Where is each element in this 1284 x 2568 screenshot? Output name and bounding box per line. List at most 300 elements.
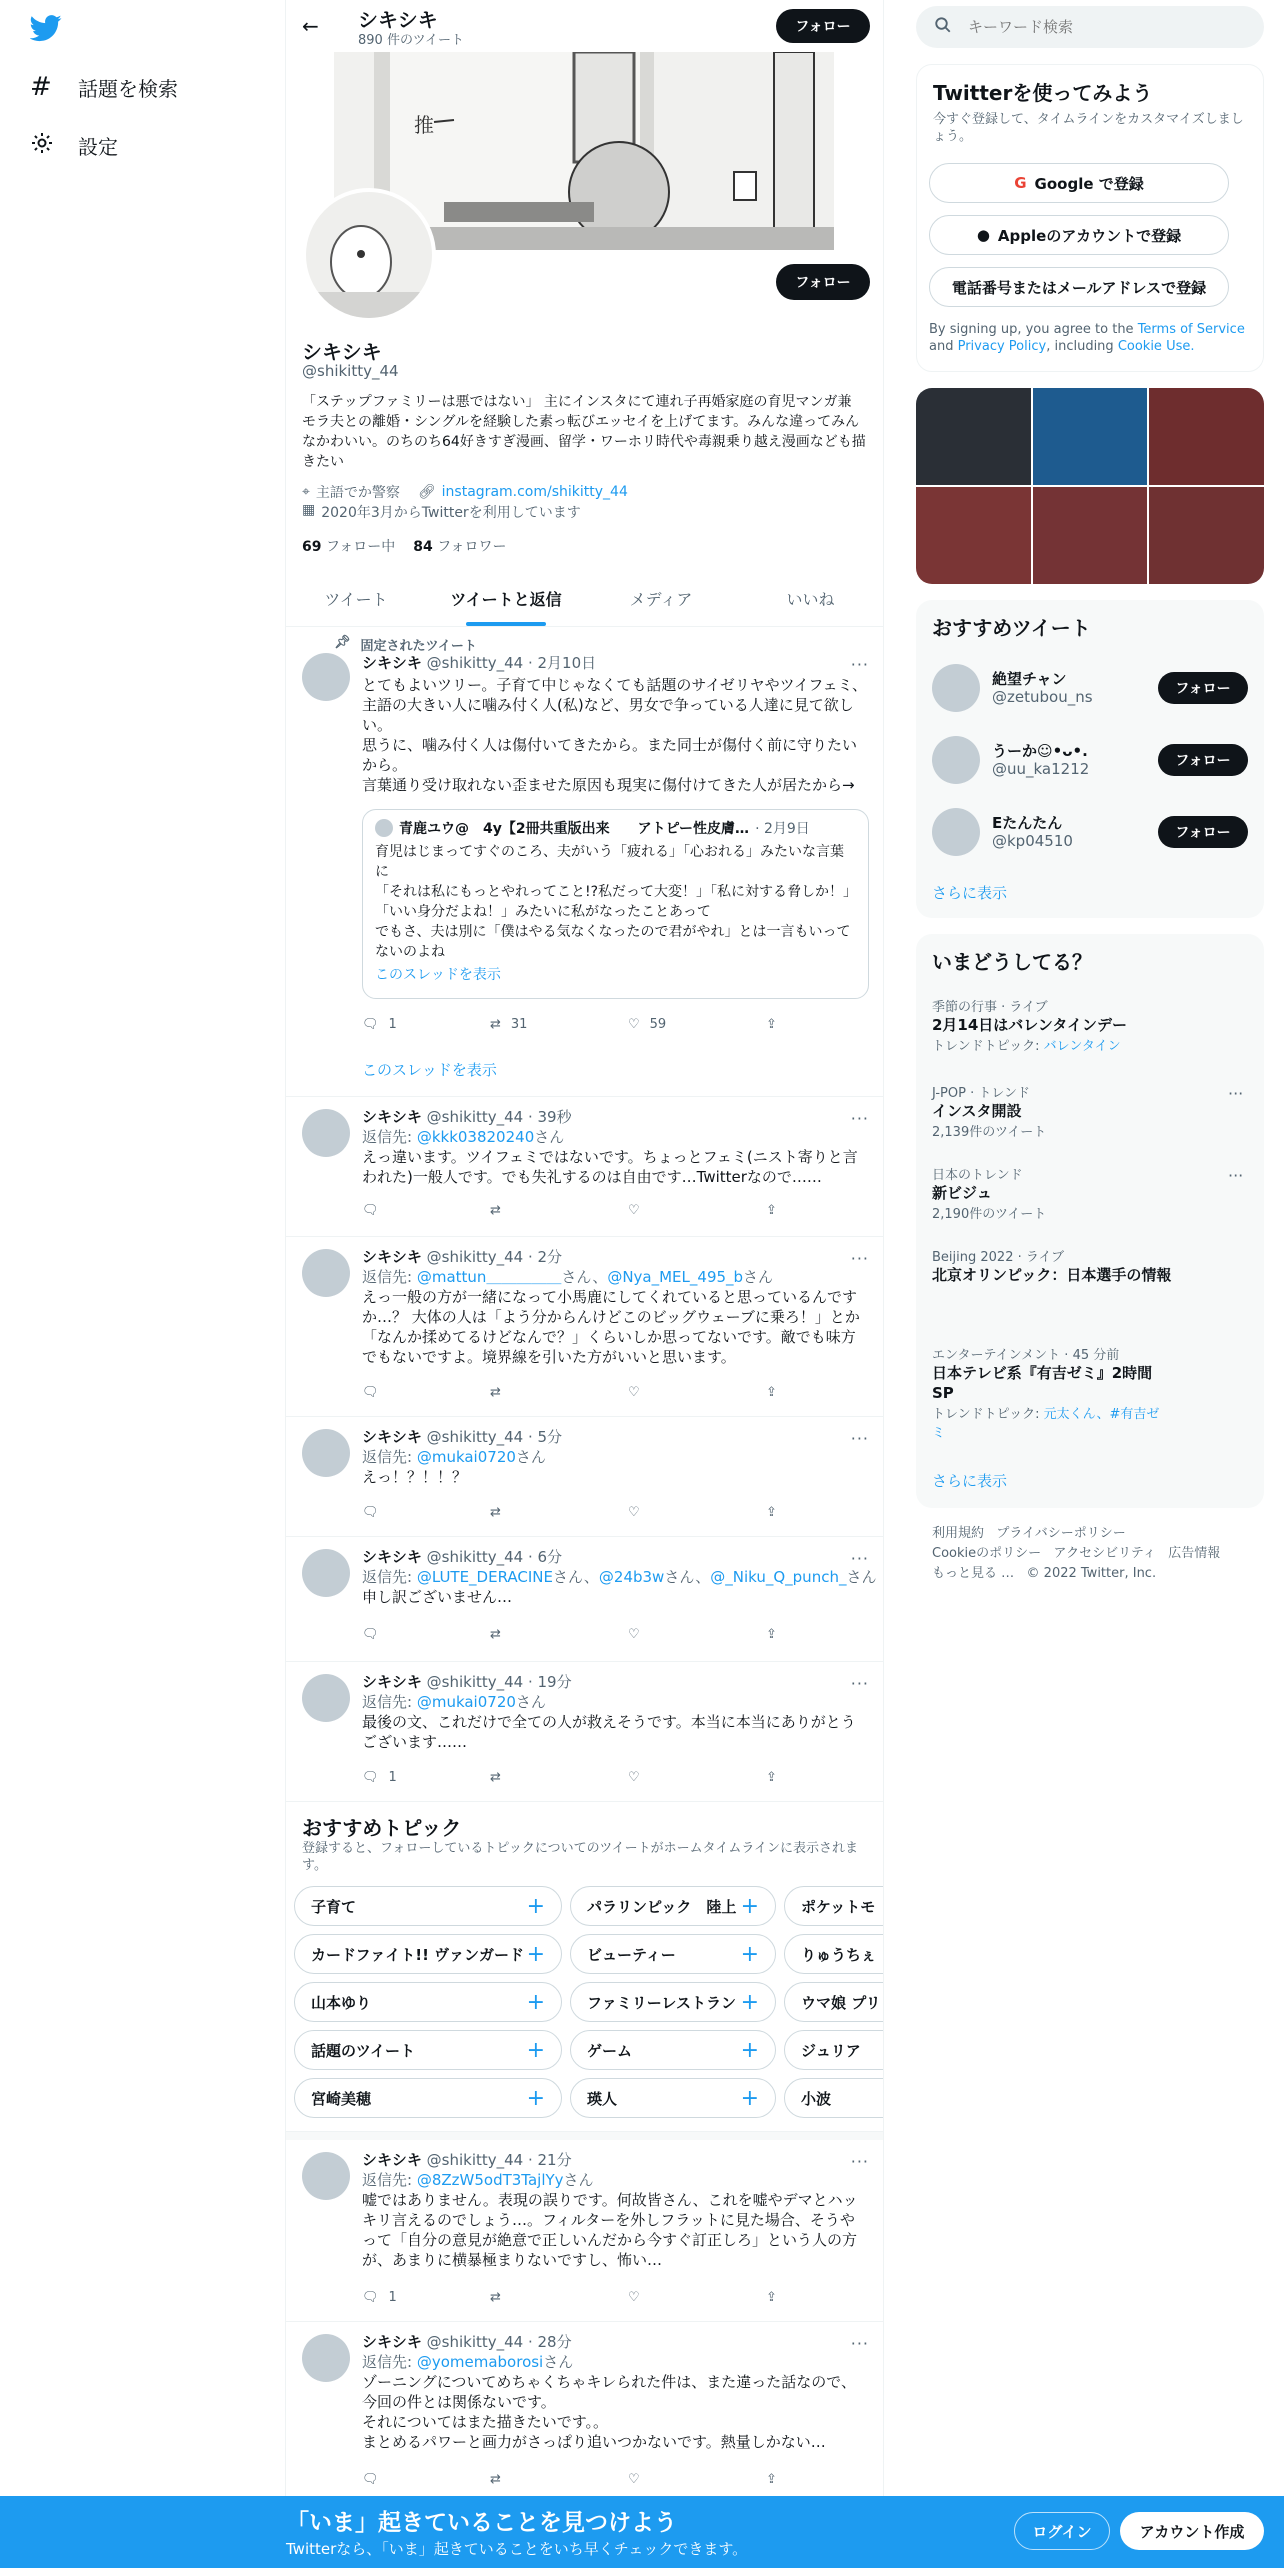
avatar[interactable] bbox=[932, 736, 980, 784]
header-follow-button[interactable]: フォロー bbox=[776, 9, 870, 43]
reply-context bbox=[362, 1267, 869, 1287]
tweet-meta: @shikitty_44 · 5分 bbox=[426, 1428, 563, 1446]
legal-prefix: By signing up, you agree to the bbox=[929, 322, 1138, 337]
reply-context bbox=[362, 2352, 869, 2372]
profile-handle: @shikitty_44 bbox=[302, 362, 399, 380]
apple-signup-label: Appleのアカウントで登録 bbox=[997, 226, 1182, 245]
reply-to-link[interactable]: @mukai0720 bbox=[416, 1693, 516, 1711]
avatar[interactable] bbox=[302, 2152, 350, 2200]
topic-chip[interactable] bbox=[784, 2078, 884, 2118]
trend-name: 2月14日はバレンタインデー bbox=[932, 1016, 1128, 1034]
more-icon[interactable]: ··· bbox=[850, 1429, 869, 1448]
plus-icon[interactable]: + bbox=[526, 1989, 545, 2015]
google-signup-label: Google で登録 bbox=[1034, 174, 1144, 193]
reply-count: 1 bbox=[388, 2290, 397, 2305]
pinned-label-row bbox=[334, 635, 477, 654]
reply-icon: 🗨︎ bbox=[362, 1385, 379, 1400]
retweet-action[interactable] bbox=[490, 1770, 501, 1785]
reply-action[interactable] bbox=[362, 1770, 397, 1785]
topic-label: 話題のツイート bbox=[311, 2041, 415, 2060]
trends-card bbox=[916, 934, 1264, 1508]
tab-tweets[interactable]: ツイート bbox=[324, 589, 388, 609]
tweet-text: ゾーニングについてめちゃくちゃキレられた件は、また違った話なので、今回の件とは関係ないです。 それについてはまた描きたいです。。 まとめるパワーと画力がさっぱり追いつかないです。熱量しかない… bbox=[362, 2373, 856, 2451]
tweet-author[interactable] bbox=[362, 1427, 869, 1447]
plus-icon[interactable]: + bbox=[526, 2037, 545, 2063]
reply-count: 1 bbox=[388, 1017, 397, 1032]
reply-action[interactable] bbox=[362, 1203, 379, 1218]
avatar[interactable] bbox=[302, 1429, 350, 1477]
profile-follow-button[interactable]: フォロー bbox=[776, 264, 870, 300]
tweet-body bbox=[362, 2332, 869, 2452]
reply-action[interactable] bbox=[362, 1505, 379, 1520]
tweet-meta: @shikitty_44 · 28分 bbox=[426, 2333, 572, 2351]
tweet[interactable] bbox=[286, 1097, 884, 1237]
tab-tweets-and-replies-label: ツイートと返信 bbox=[450, 589, 562, 609]
privacy-link[interactable]: Privacy Policy bbox=[957, 339, 1047, 354]
following-stat[interactable] bbox=[302, 536, 395, 556]
hashtag-icon: # bbox=[30, 72, 52, 102]
share-action[interactable] bbox=[766, 1203, 777, 1218]
trend-sub-prefix: トレンドトピック: bbox=[932, 1407, 1044, 1422]
trends-title: いまどうしてる？ bbox=[932, 950, 1092, 974]
reply-suffix: さん、 bbox=[664, 1568, 711, 1586]
retweet-action[interactable] bbox=[490, 1203, 501, 1218]
tweet-body bbox=[362, 1672, 869, 1752]
header-name: シキシキ bbox=[358, 8, 438, 32]
topic-label: ポケットモ bbox=[801, 1897, 876, 1916]
more-icon[interactable]: ··· bbox=[850, 1674, 869, 1693]
tweet-actions bbox=[362, 2290, 782, 2310]
trend-sub-link[interactable]: バレンタイン bbox=[1043, 1039, 1121, 1054]
cookie-link[interactable]: Cookie Use. bbox=[1117, 339, 1195, 354]
tab-tweets-and-replies[interactable] bbox=[426, 570, 586, 626]
profile-stats bbox=[302, 536, 507, 556]
tweet-actions bbox=[362, 2472, 782, 2492]
profile-link[interactable] bbox=[418, 484, 628, 500]
more-icon[interactable]: ··· bbox=[850, 1109, 869, 1128]
bottom-subtitle: Twitterなら、「いま」起きていることをいち早くチェックできます。 bbox=[286, 2540, 748, 2558]
reply-icon: 🗨︎ bbox=[362, 2472, 379, 2487]
like-action[interactable] bbox=[628, 1770, 640, 1785]
heart-icon: ♡ bbox=[628, 1627, 640, 1642]
topic-label: ビューティー bbox=[587, 1945, 676, 1964]
tweet-body bbox=[362, 1427, 869, 1487]
trend-sub-prefix: トレンドトピック: bbox=[932, 1039, 1044, 1054]
tab-media[interactable]: メディア bbox=[629, 589, 693, 609]
svg-text:推: 推 bbox=[414, 113, 434, 137]
reply-to-link[interactable]: @_Niku_Q_punch_ bbox=[710, 1568, 847, 1586]
profile-meta bbox=[302, 482, 628, 502]
avatar[interactable] bbox=[302, 1249, 350, 1297]
trend-name: インスタ開設 bbox=[932, 1102, 1022, 1120]
trend-item[interactable] bbox=[932, 1164, 1232, 1222]
avatar[interactable] bbox=[932, 664, 980, 712]
nav-explore-label: 話題を検索 bbox=[78, 76, 178, 101]
quote-tweet[interactable] bbox=[362, 809, 869, 999]
heart-icon: ♡ bbox=[628, 1505, 640, 1520]
reply-icon: 🗨︎ bbox=[362, 1203, 379, 1218]
share-action[interactable] bbox=[766, 2290, 777, 2305]
signup-card bbox=[916, 64, 1264, 372]
retweet-icon: ⇄ bbox=[490, 2290, 501, 2305]
plus-icon[interactable]: + bbox=[740, 1893, 759, 1919]
topic-label: パラリンピック 陸上 bbox=[587, 1897, 737, 1916]
following-label: フォロー中 bbox=[325, 539, 396, 555]
plus-icon[interactable]: + bbox=[526, 1893, 545, 1919]
reply-context bbox=[362, 2170, 869, 2190]
retweet-icon: ⇄ bbox=[490, 1017, 501, 1032]
tweet-text: 申し訳ございません… bbox=[362, 1588, 513, 1606]
footer-link[interactable]: 利用規約 bbox=[932, 1526, 985, 1541]
follow-button[interactable]: フォロー bbox=[1158, 816, 1248, 848]
footer-link[interactable]: 広告情報 bbox=[1168, 1546, 1221, 1561]
google-signup-button[interactable] bbox=[929, 163, 1229, 203]
reply-suffix: さん bbox=[515, 1693, 546, 1711]
profile-avatar[interactable] bbox=[302, 188, 436, 322]
retweet-action[interactable] bbox=[490, 2472, 501, 2487]
trend-item[interactable] bbox=[932, 996, 1232, 1054]
trend-category: 季節の行事 · ライブ bbox=[932, 1000, 1048, 1015]
followers-count: 84 bbox=[413, 539, 433, 555]
followers-label: フォロワー bbox=[437, 539, 507, 555]
topic-label: ファミリーレストラン bbox=[587, 1993, 736, 2012]
trend-item[interactable] bbox=[932, 1344, 1172, 1441]
media-thumb[interactable] bbox=[916, 487, 1031, 584]
more-icon[interactable]: ··· bbox=[850, 2152, 869, 2171]
right-sidebar bbox=[916, 0, 1264, 2568]
tweet-body bbox=[362, 1107, 869, 1187]
tweet-name: シキシキ bbox=[362, 654, 422, 672]
follow-suggestion[interactable] bbox=[932, 662, 1248, 714]
header-tweet-count: 890 件のツイート bbox=[358, 33, 465, 48]
profile-url[interactable]: instagram.com/shikitty_44 bbox=[441, 484, 628, 500]
reply-action[interactable] bbox=[362, 2472, 379, 2487]
plus-icon[interactable]: + bbox=[740, 1941, 759, 1967]
retweet-icon: ⇄ bbox=[490, 1385, 501, 1400]
profile-bio: 「ステップファミリーは悪ではない」 主にインスタにて連れ子再婚家庭の育児マンガ兼 モラ夫との離婚・シングルを経験した素っ転びエッセイを上げてます。みんな違ってみんなかわいい。のちのち64好きすぎ漫画、留学・ワーホリ時代や毒親乗り越え漫画なども描きたい bbox=[302, 394, 866, 470]
tweet[interactable] bbox=[286, 1537, 884, 1662]
share-icon: ⇪ bbox=[766, 1017, 777, 1032]
profile-location bbox=[302, 482, 400, 502]
like-action[interactable] bbox=[628, 1017, 666, 1032]
topic-label: 子育て bbox=[311, 1897, 357, 1916]
tweet[interactable] bbox=[286, 1662, 884, 1802]
tweet-name: シキシキ bbox=[362, 1673, 422, 1691]
share-action[interactable] bbox=[766, 1017, 777, 1032]
topic-chip[interactable] bbox=[570, 2030, 776, 2070]
topic-chip[interactable] bbox=[294, 1934, 562, 1974]
media-thumb[interactable] bbox=[1149, 487, 1264, 584]
pinned-tweet[interactable] bbox=[286, 627, 884, 1097]
reply-suffix: さん、 bbox=[561, 1268, 608, 1286]
share-action[interactable] bbox=[766, 1385, 777, 1400]
tweet-text: えっ違います。ツイフェミではないです。ちょっとフェミ(ニスト寄りと言われた)一般人です。でも失礼するのは自由です…Twitterなので…… bbox=[362, 1148, 858, 1186]
main-column bbox=[285, 0, 884, 2568]
media-thumb[interactable] bbox=[916, 388, 1031, 485]
avatar[interactable] bbox=[302, 1549, 350, 1597]
tweet-name: シキシキ bbox=[362, 1548, 422, 1566]
topics-subtitle: 登録すると、フォローしているトピックについてのツイートがホームタイムラインに表示されます。 bbox=[302, 1841, 859, 1873]
media-grid bbox=[916, 388, 1264, 584]
footer bbox=[932, 1524, 1252, 1584]
profile-joined bbox=[302, 502, 581, 522]
topic-label: 小波 bbox=[801, 2089, 832, 2108]
topic-label: ゲーム bbox=[587, 2041, 633, 2060]
twitter-logo-icon[interactable] bbox=[30, 12, 62, 48]
profile-location-text: 主語でか警察 bbox=[315, 485, 400, 501]
heart-icon: ♡ bbox=[628, 1770, 640, 1785]
nav-explore[interactable] bbox=[30, 63, 178, 111]
topic-chip[interactable] bbox=[294, 2078, 562, 2118]
retweet-icon: ⇄ bbox=[490, 1505, 501, 1520]
topic-chip[interactable] bbox=[570, 1982, 776, 2022]
tweet-body bbox=[362, 653, 869, 999]
tweet-author[interactable] bbox=[362, 2150, 869, 2170]
phone-signup-button[interactable]: 電話番号またはメールアドレスで登録 bbox=[929, 267, 1229, 307]
apple-signup-button[interactable] bbox=[929, 215, 1229, 255]
plus-icon[interactable]: + bbox=[740, 2037, 759, 2063]
follow-button[interactable]: フォロー bbox=[1158, 744, 1248, 776]
avatar[interactable] bbox=[302, 1109, 350, 1157]
follow-button[interactable]: フォロー bbox=[1158, 672, 1248, 704]
reply-action[interactable] bbox=[362, 1385, 379, 1400]
reply-to-link[interactable]: @mukai0720 bbox=[416, 1448, 516, 1466]
tweet[interactable] bbox=[286, 1417, 884, 1537]
avatar[interactable] bbox=[302, 653, 350, 701]
reply-suffix: さん bbox=[743, 1268, 774, 1286]
reply-to-link[interactable]: @mattun＿＿＿＿＿ bbox=[416, 1268, 562, 1286]
avatar[interactable] bbox=[932, 808, 980, 856]
share-action[interactable] bbox=[766, 1627, 777, 1642]
tweet-body bbox=[362, 2150, 869, 2270]
plus-icon[interactable]: + bbox=[526, 1941, 545, 1967]
bottom-signup-bar bbox=[0, 2496, 1284, 2568]
signup-button[interactable]: アカウント作成 bbox=[1120, 2512, 1264, 2550]
tweet-meta: @shikitty_44 · 2分 bbox=[426, 1248, 563, 1266]
share-icon: ⇪ bbox=[766, 1770, 777, 1785]
show-more-link[interactable]: さらに表示 bbox=[932, 884, 1008, 902]
pinned-label: 固定されたツイート bbox=[360, 639, 477, 654]
tweet-text: えっ一般の方が一緒になって小馬鹿にしてくれていると思っているんですか…？ 大体の人は「よう分からんけどこのビッグウェーブに乗ろ！」とか「なんか揉めてるけどなんで？」くらいしか思ってないです。敵でも味方でもないですよ。境界線を引いた方がいいと思います。 bbox=[362, 1288, 860, 1366]
trend-sub: 2,190件のツイート bbox=[932, 1207, 1047, 1222]
footer-link[interactable]: もっと見る … bbox=[932, 1566, 1015, 1581]
reply-icon: 🗨︎ bbox=[362, 2290, 379, 2305]
reply-to-link[interactable]: @kkk03820240 bbox=[416, 1128, 535, 1146]
trend-sub-link[interactable]: 元太くん、#有吉ゼミ bbox=[932, 1407, 1160, 1441]
media-thumb[interactable] bbox=[1033, 388, 1148, 485]
like-action[interactable] bbox=[628, 1385, 640, 1400]
plus-icon[interactable]: + bbox=[740, 2085, 759, 2111]
tweet-author[interactable] bbox=[362, 653, 869, 673]
search-input[interactable] bbox=[968, 18, 1228, 36]
plus-icon[interactable]: + bbox=[526, 2085, 545, 2111]
reply-suffix: さん、 bbox=[553, 1568, 599, 1586]
like-action[interactable] bbox=[628, 1627, 640, 1642]
reply-prefix: 返信先: bbox=[362, 1448, 417, 1466]
reply-action[interactable] bbox=[362, 1627, 379, 1642]
reply-prefix: 返信先: bbox=[362, 2353, 417, 2371]
topic-label: りゅうちぇ bbox=[801, 1945, 877, 1964]
trend-category: Beijing 2022 · ライブ bbox=[932, 1250, 1065, 1265]
topic-chip[interactable] bbox=[570, 1934, 776, 1974]
tweet-author[interactable] bbox=[362, 1547, 869, 1567]
plus-icon[interactable]: + bbox=[740, 1989, 759, 2015]
retweet-action[interactable] bbox=[490, 1385, 501, 1400]
follow-suggestion[interactable] bbox=[932, 806, 1248, 858]
more-icon[interactable]: ··· bbox=[850, 1249, 869, 1268]
footer-link[interactable]: アクセシビリティ bbox=[1053, 1546, 1156, 1561]
follow-suggestion[interactable] bbox=[932, 734, 1248, 786]
tweet[interactable] bbox=[286, 2322, 884, 2502]
search-bar[interactable] bbox=[916, 6, 1264, 48]
reply-suffix: さん bbox=[534, 1128, 565, 1146]
reply-suffix: さん bbox=[846, 1568, 877, 1586]
suggestion-handle: @uu_ka1212 bbox=[992, 760, 1090, 778]
avatar[interactable] bbox=[302, 2334, 350, 2382]
reply-action[interactable] bbox=[362, 2290, 397, 2305]
trend-item[interactable] bbox=[932, 1246, 1172, 1285]
tweet-actions bbox=[362, 1627, 782, 1647]
more-icon[interactable]: ··· bbox=[1228, 1166, 1244, 1185]
quote-text: 育児はじまってすぐのころ、夫がいう「疲れる」「心おれる」みたいな言葉に 「それは私にもっとやれってこと!?私だって大変！」「私に対する脅しか！」「いい身分だよね！」みたいに私がなったことあって でもさ、夫は別に「僕はやる気なくなったので君がやれ」とは一言もいってないのよね bbox=[375, 844, 851, 960]
calendar-icon: ▦ bbox=[302, 502, 316, 518]
trend-item[interactable] bbox=[932, 1082, 1232, 1140]
tweet-author[interactable] bbox=[362, 1672, 869, 1692]
topic-label: カードファイト!! ヴァンガード bbox=[311, 1945, 525, 1964]
topic-chip[interactable] bbox=[784, 1886, 884, 1926]
like-action[interactable] bbox=[628, 2290, 640, 2305]
tweet-name: シキシキ bbox=[362, 2151, 422, 2169]
tweet-author[interactable] bbox=[362, 1247, 869, 1267]
topic-chip[interactable] bbox=[570, 1886, 776, 1926]
more-icon[interactable]: ··· bbox=[850, 2334, 869, 2353]
section-divider bbox=[286, 2132, 884, 2140]
like-action[interactable] bbox=[628, 1203, 640, 1218]
trend-sub: 2,139件のツイート bbox=[932, 1125, 1047, 1140]
topic-chip[interactable] bbox=[294, 2030, 562, 2070]
topic-label: 宮崎美穂 bbox=[311, 2089, 372, 2108]
heart-icon: ♡ bbox=[628, 1017, 640, 1032]
profile-joined-text: 2020年3月からTwitterを利用しています bbox=[321, 505, 581, 521]
followers-stat[interactable] bbox=[413, 536, 506, 556]
suggestion-handle: @kp04510 bbox=[992, 832, 1073, 850]
google-icon: G bbox=[1014, 174, 1027, 192]
nav-settings[interactable] bbox=[30, 121, 118, 169]
share-icon: ⇪ bbox=[766, 1385, 777, 1400]
topics-title: おすすめトピック bbox=[302, 1816, 462, 1840]
show-thread-link[interactable]: このスレッドを表示 bbox=[362, 1061, 497, 1079]
share-action[interactable] bbox=[766, 1770, 777, 1785]
footer-copyright: © 2022 Twitter, Inc. bbox=[1026, 1566, 1157, 1581]
heart-icon: ♡ bbox=[628, 2290, 640, 2305]
more-icon[interactable]: ··· bbox=[850, 1549, 869, 1568]
signup-title: Twitterを使ってみよう bbox=[933, 81, 1153, 105]
quote-thread-link[interactable]: このスレッドを表示 bbox=[375, 967, 501, 983]
retweet-icon: ⇄ bbox=[490, 2472, 501, 2487]
footer-link[interactable]: プライバシーポリシー bbox=[996, 1526, 1126, 1541]
avatar[interactable] bbox=[302, 1674, 350, 1722]
who-to-follow-title: おすすめツイート bbox=[932, 616, 1091, 640]
heart-icon: ♡ bbox=[628, 1203, 640, 1218]
reply-to-link[interactable]: @Nya_MEL_495_b bbox=[607, 1268, 744, 1286]
retweet-icon: ⇄ bbox=[490, 1203, 501, 1218]
share-icon: ⇪ bbox=[766, 1627, 777, 1642]
topics-section bbox=[286, 1802, 884, 2132]
link-icon: 🔗︎ bbox=[417, 484, 436, 500]
reply-action[interactable] bbox=[362, 1017, 397, 1032]
topic-chip[interactable] bbox=[784, 1982, 884, 2022]
trend-sub bbox=[932, 1035, 1232, 1054]
terms-link[interactable]: Terms of Service bbox=[1137, 322, 1245, 337]
tweet-name: シキシキ bbox=[362, 2333, 422, 2351]
tweet-actions bbox=[362, 1770, 782, 1790]
topic-chip[interactable] bbox=[784, 1934, 884, 1974]
quote-date: · 2月9日 bbox=[755, 821, 810, 837]
topic-chip[interactable] bbox=[294, 1886, 562, 1926]
login-button[interactable]: ログイン bbox=[1014, 2512, 1110, 2550]
pin-icon: 📌︎ bbox=[334, 635, 351, 650]
topic-chip[interactable] bbox=[784, 2030, 884, 2070]
footer-link[interactable]: Cookieのポリシー bbox=[932, 1546, 1042, 1561]
reply-icon: 🗨︎ bbox=[362, 1017, 379, 1032]
tweet-text: 最後の文、これだけで全ての人が救えそうです。本当に本当にありがとうございます…… bbox=[362, 1713, 856, 1751]
more-icon[interactable]: ··· bbox=[1228, 1084, 1244, 1103]
topic-chip[interactable] bbox=[294, 1982, 562, 2022]
like-action[interactable] bbox=[628, 2472, 640, 2487]
gear-icon bbox=[30, 131, 56, 160]
back-arrow-icon[interactable]: ← bbox=[302, 14, 319, 38]
retweet-action[interactable] bbox=[490, 2290, 501, 2305]
tweet[interactable] bbox=[286, 2140, 884, 2322]
like-action[interactable] bbox=[628, 1505, 640, 1520]
share-action[interactable] bbox=[766, 2472, 777, 2487]
tweet-body bbox=[362, 1547, 877, 1607]
show-more-link[interactable]: さらに表示 bbox=[932, 1472, 1008, 1490]
trend-name: 日本テレビ系『有吉ゼミ』2時間SP bbox=[932, 1364, 1153, 1402]
profile-header bbox=[286, 0, 884, 52]
reply-count: 1 bbox=[388, 1770, 397, 1785]
tweet[interactable] bbox=[286, 1237, 884, 1417]
signup-subtitle: 今すぐ登録して、タイムラインをカスタマイズしましょう。 bbox=[933, 112, 1244, 144]
reply-suffix: さん bbox=[543, 2353, 574, 2371]
tab-likes[interactable]: いいね bbox=[786, 589, 835, 609]
retweet-action[interactable] bbox=[490, 1017, 527, 1032]
reply-to-link[interactable]: @24b3w bbox=[598, 1568, 665, 1586]
tweet-author[interactable] bbox=[362, 1107, 869, 1127]
reply-to-link[interactable]: @LUTE_DERACINE bbox=[416, 1568, 553, 1586]
media-thumb[interactable] bbox=[1033, 487, 1148, 584]
retweet-action[interactable] bbox=[490, 1627, 501, 1642]
topic-chip[interactable] bbox=[570, 2078, 776, 2118]
trend-category: J-POP · トレンド bbox=[932, 1086, 1031, 1101]
reply-to-link[interactable]: @yomemaborosi bbox=[416, 2353, 544, 2371]
trend-name: 新ビジュ bbox=[932, 1184, 992, 1202]
share-action[interactable] bbox=[766, 1505, 777, 1520]
reply-to-link[interactable]: @8ZzW5odT3TajlYy bbox=[416, 2171, 564, 2189]
more-icon[interactable]: ··· bbox=[850, 655, 869, 674]
reply-prefix: 返信先: bbox=[362, 1268, 417, 1286]
tweet-author[interactable] bbox=[362, 2332, 869, 2352]
tweet-actions bbox=[362, 1505, 782, 1525]
quote-name: 青鹿ユウ@ 4y【2冊共重版出来 アトピー性皮膚… bbox=[399, 821, 750, 837]
suggestion-name: うーか☺︎•ᴗ•. bbox=[992, 742, 1088, 760]
trend-category: エンターテインメント · 45 分前 bbox=[932, 1348, 1120, 1363]
retweet-action[interactable] bbox=[490, 1505, 501, 1520]
tweet-meta: @shikitty_44 · 2月10日 bbox=[426, 654, 597, 672]
media-thumb[interactable] bbox=[1149, 388, 1264, 485]
tweet-name: シキシキ bbox=[362, 1428, 422, 1446]
location-pin-icon: ⌖ bbox=[302, 484, 310, 500]
